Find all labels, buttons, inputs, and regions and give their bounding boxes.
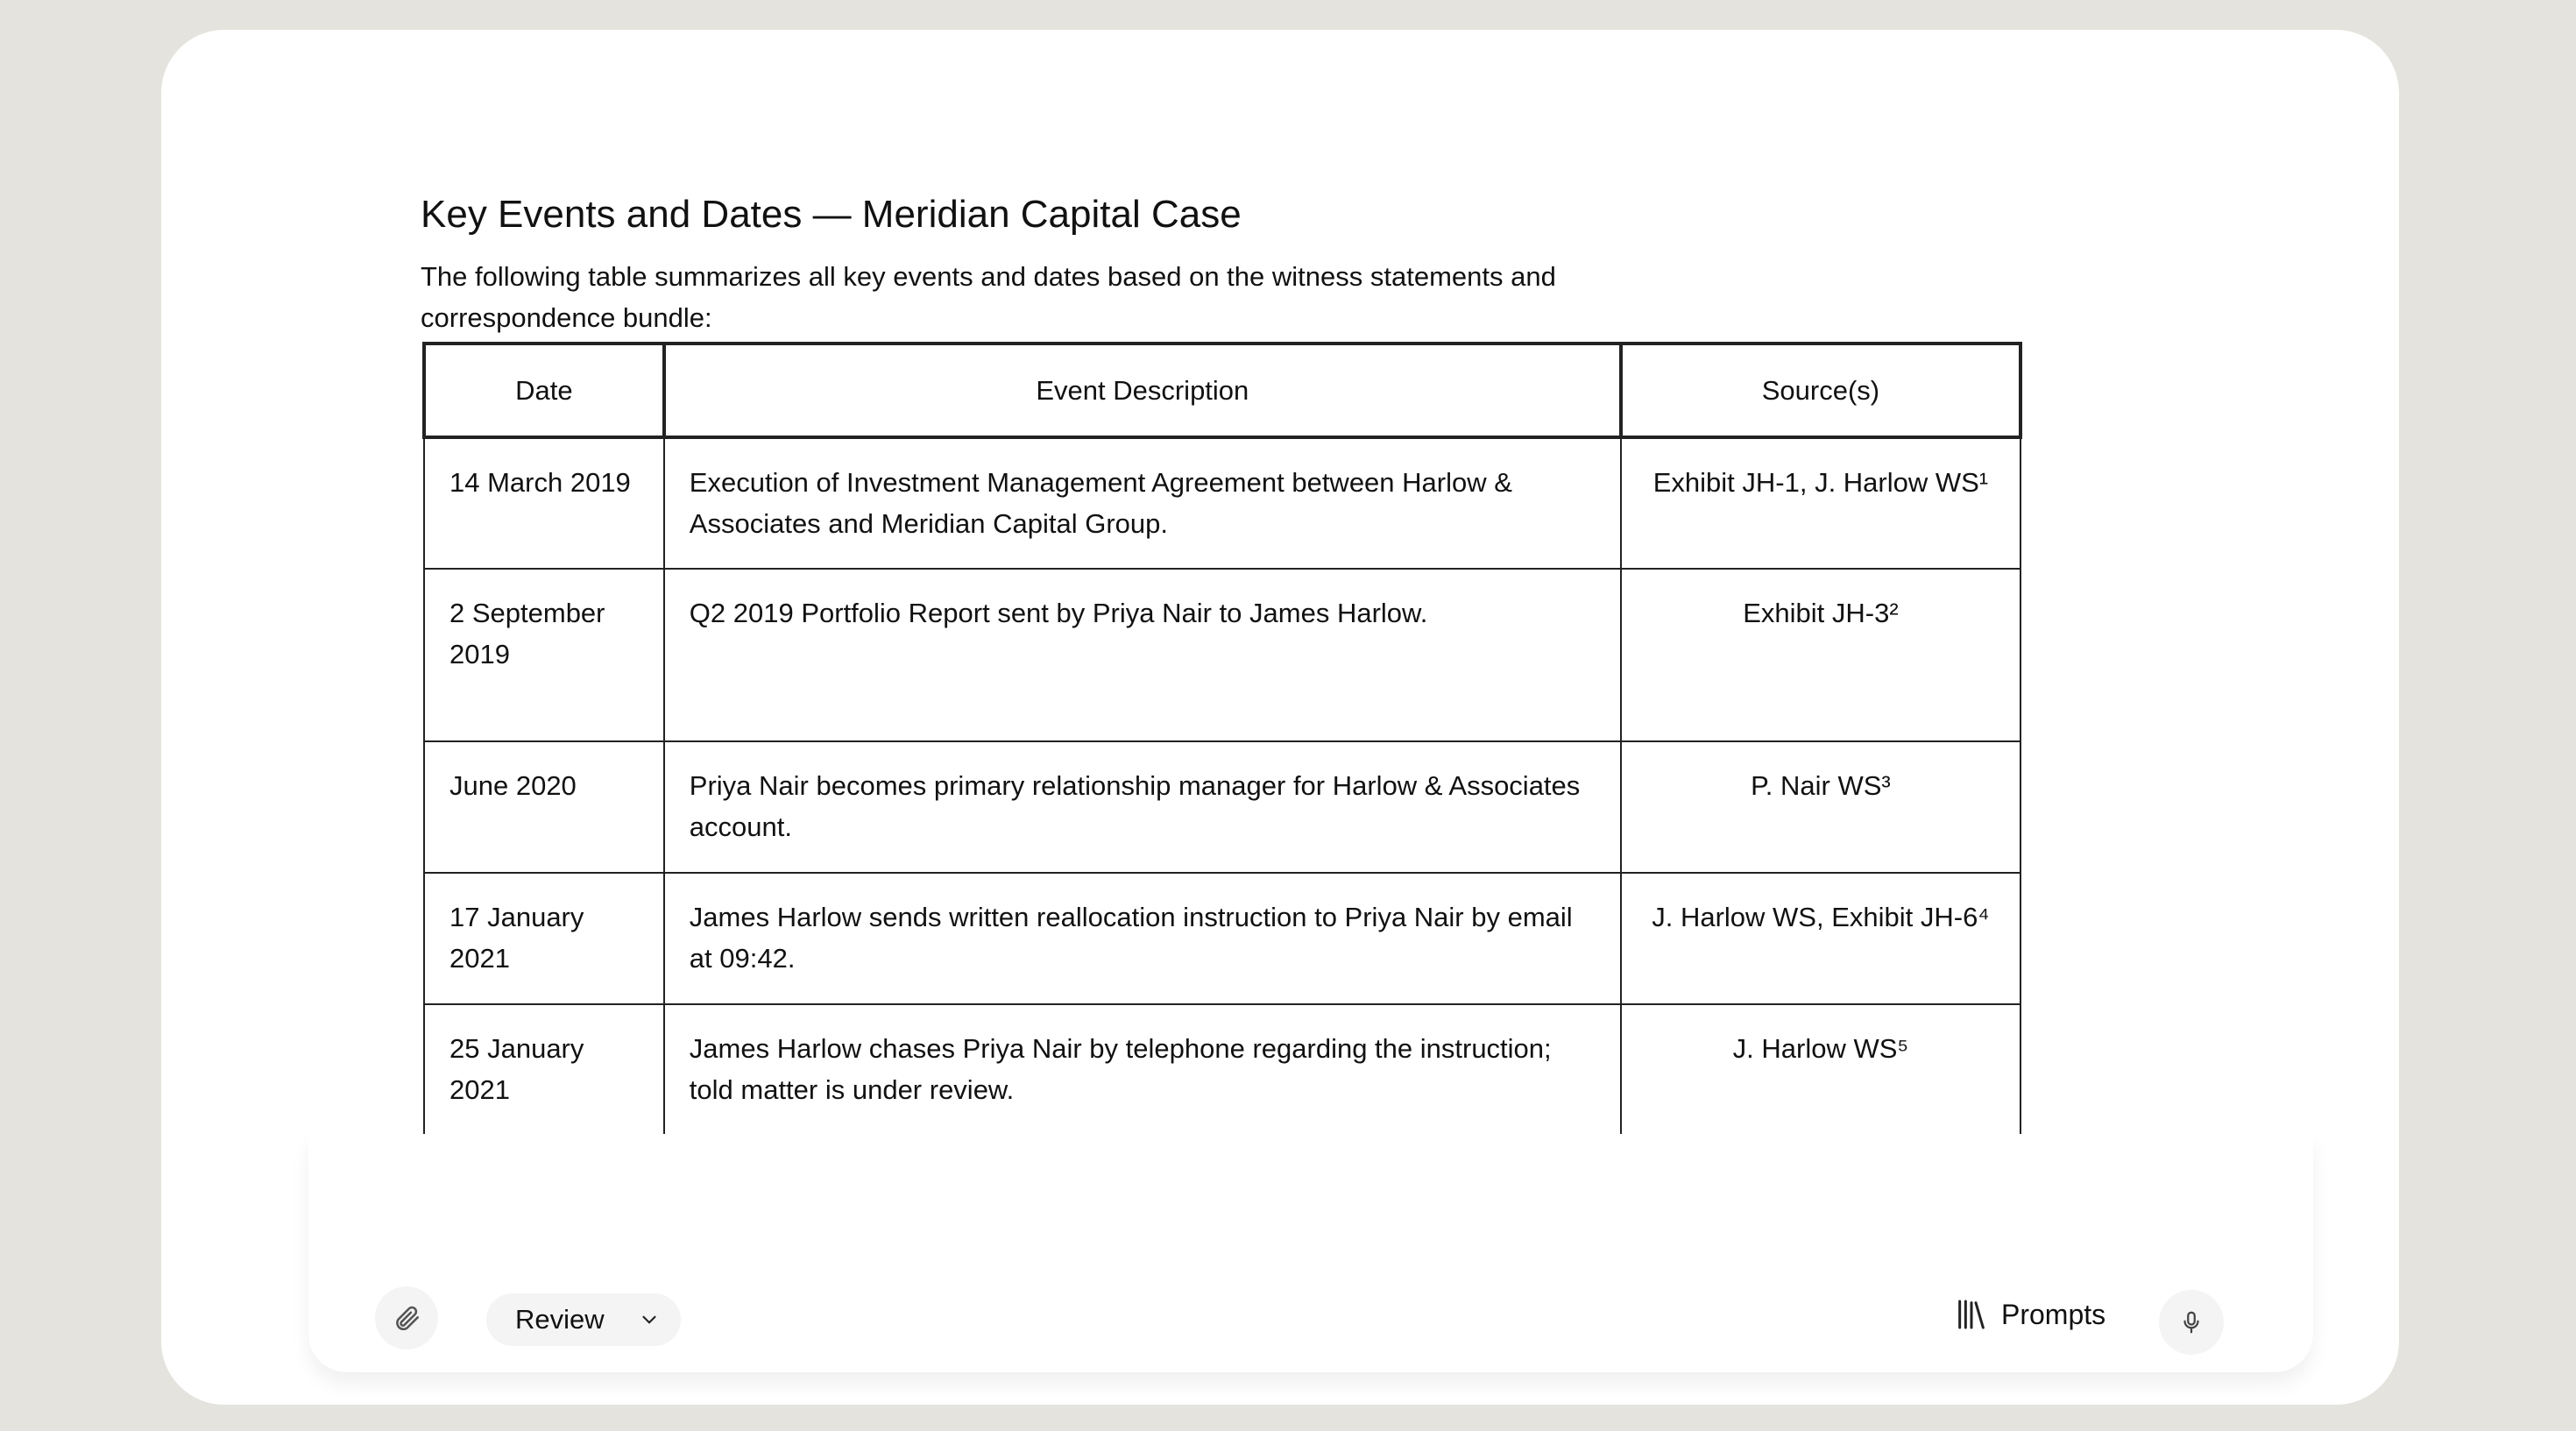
cell-date: 17 January 2021 — [424, 873, 664, 1004]
attach-button[interactable] — [375, 1286, 438, 1350]
cell-source: J. Harlow WS, Exhibit JH-6⁴ — [1621, 873, 2020, 1004]
prompts-button[interactable] — [1954, 1297, 2105, 1332]
cell-event: James Harlow chases Priya Nair by telephone regarding the instruction; told matter is under review. — [664, 1004, 1621, 1136]
cell-source: P. Nair WS³ — [1621, 741, 2020, 873]
cell-event: Execution of Investment Management Agreement between Harlow & Associates and Meridian Capital Group. — [664, 437, 1621, 569]
cell-source: Exhibit JH-3² — [1621, 569, 2020, 741]
document-intro: The following table summarizes all key events and dates based on the witness statements and correspondence bundle: — [421, 261, 1556, 333]
paperclip-icon — [392, 1303, 421, 1333]
mode-dropdown[interactable] — [486, 1293, 681, 1346]
cell-event: Q2 2019 Portfolio Report sent by Priya Nair to James Harlow. — [664, 569, 1621, 741]
table-row — [424, 437, 2020, 569]
cell-date: June 2020 — [424, 741, 664, 873]
cell-event: James Harlow sends written reallocation instruction to Priya Nair by email at 09:42. — [664, 873, 1621, 1004]
cell-date: 25 January 2021 — [424, 1004, 664, 1136]
header-event: Event Description — [664, 344, 1621, 437]
header-date: Date — [424, 344, 664, 437]
table-row — [424, 741, 2020, 873]
cell-event: Priya Nair becomes primary relationship manager for Harlow & Associates account. — [664, 741, 1621, 873]
cell-date: 14 March 2019 — [424, 437, 664, 569]
table-row — [424, 873, 2020, 1004]
document-title: Key Events and Dates — Meridian Capital Case — [421, 193, 1242, 236]
response-document — [161, 30, 2399, 1145]
events-table — [422, 342, 2022, 1137]
microphone-icon — [2178, 1309, 2204, 1335]
cell-source: Exhibit JH-1, J. Harlow WS¹ — [1621, 437, 2020, 569]
table-row — [424, 1004, 2020, 1136]
prompts-label: Prompts — [2001, 1298, 2106, 1330]
library-icon — [1954, 1297, 1989, 1332]
cell-source: J. Harlow WS⁵ — [1621, 1004, 2020, 1136]
main-card — [161, 30, 2399, 1405]
header-source: Source(s) — [1621, 344, 2020, 437]
chevron-down-icon — [638, 1308, 661, 1331]
mode-label: Review — [515, 1304, 605, 1335]
table-row — [424, 569, 2020, 741]
table-header-row — [424, 344, 2020, 437]
voice-input-button[interactable] — [2159, 1290, 2224, 1355]
cell-date: 2 September 2019 — [424, 569, 664, 741]
